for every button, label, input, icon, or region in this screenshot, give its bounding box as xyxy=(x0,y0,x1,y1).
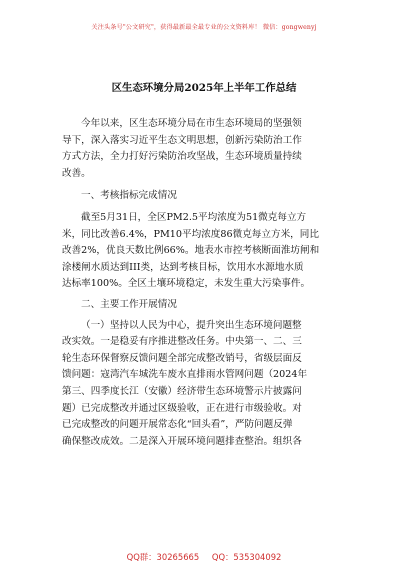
paragraph-line: 改实效。一是稳妥有序推进整改任务。中央第一、二、三 xyxy=(62,336,302,348)
paragraph-line: 已完成整改的问题开展常态化“回头看”，严防问题反弹 xyxy=(62,419,293,431)
paragraph-line: 达标率100%。全区土壤环境稳定，未发生重大污染事件。 xyxy=(62,278,311,290)
section-heading: 一、考核指标完成情况 xyxy=(81,190,177,202)
document-title: 区生态环境分局2025年上半年工作总结 xyxy=(111,82,297,94)
paragraph-line: 米，同比改善6.4%，PM10平均浓度86微克每立方米，同比 xyxy=(62,228,319,240)
paragraph-line: 第三、四季度长江（安徽）经济带生态环境警示片披露问 xyxy=(62,385,302,397)
paragraph-line: 导下，深入落实习近平生态文明思想，创新污染防治工作 xyxy=(62,134,302,146)
footer-contact xyxy=(0,551,408,563)
qq-group-number: QQ群：30265665 xyxy=(126,552,200,562)
paragraph-line: 改善。 xyxy=(62,167,91,179)
qq-number: QQ：535304092 xyxy=(211,552,282,562)
section-heading: 二、主要工作开展情况 xyxy=(81,298,177,310)
paragraph-line: 轮生态环保督察反馈问题全部完成整改销号，省级层面反 xyxy=(62,352,302,364)
paragraph-line: 馈问题：寇湾汽车城洗车废水直排雨水管网问题（2024年 xyxy=(62,369,308,381)
top-banner: 关注头条号"公文研究"，获得最新最全最专业的公文资料库！ 微信：gongwenyj xyxy=(91,24,317,31)
paragraph-line: 题）已完成整改并通过区级验收，正在进行市级验收。对 xyxy=(62,402,302,414)
paragraph-line: 改善2%，优良天数比例66%。地表水市控考核断面淮坊闸和 xyxy=(62,245,320,257)
paragraph-line: 确保整改成效。二是深入开展环境问题排查整治。组织各 xyxy=(62,435,302,447)
paragraph-line: （一）坚持以人民为中心，提升突出生态环境问题整 xyxy=(81,319,302,331)
paragraph-line: 今年以来，区生态环境分局在市生态环境局的坚强领 xyxy=(81,118,302,129)
document-body xyxy=(62,116,346,450)
paragraph-line: 方式方法，全力打好污染防治攻坚战，生态环境质量持续 xyxy=(62,151,302,163)
paragraph-line: 涂楼闸水质达到III类，达到考核目标，饮用水水源地水质 xyxy=(62,261,304,273)
paragraph-line: 截至5月31日，全区PM2.5平均浓度为51微克每立方 xyxy=(81,211,307,223)
